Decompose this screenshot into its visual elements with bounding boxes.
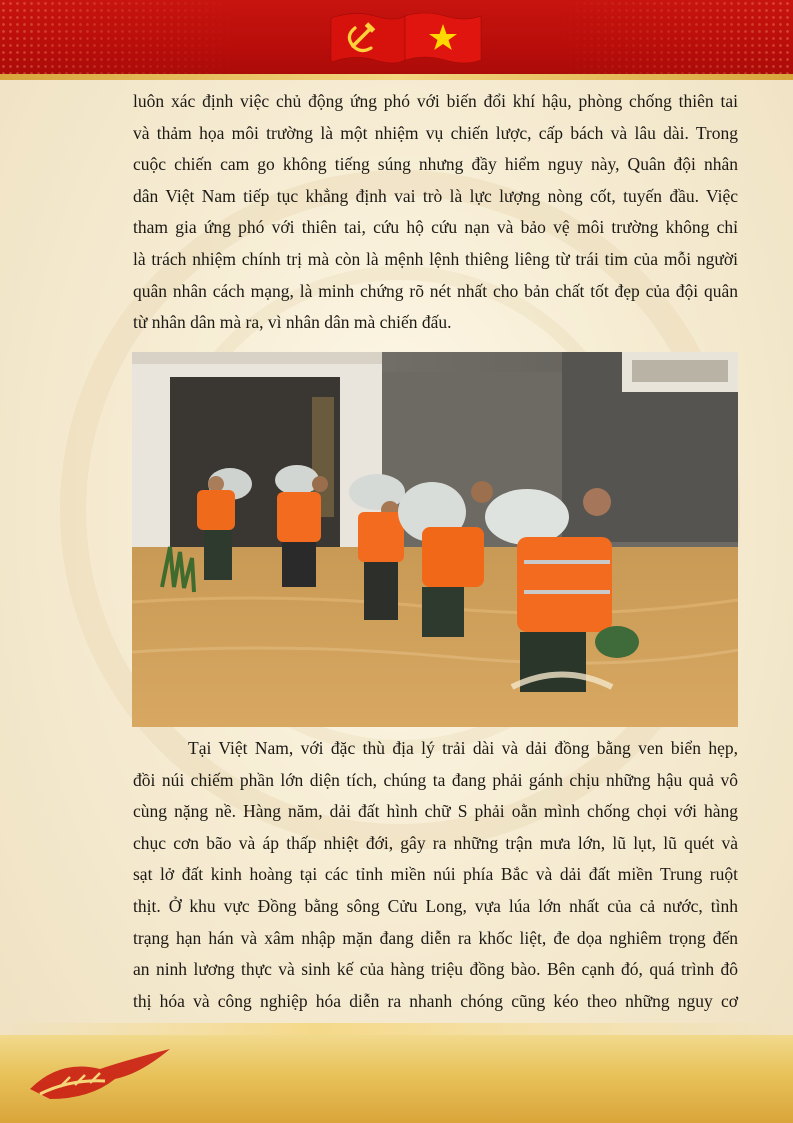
footer-decoration — [0, 1023, 793, 1123]
text-line: từ nhân dân mà ra, vì nhân dân mà chiến đấu. — [133, 312, 452, 333]
text-line: chục cơn bão và áp thấp nhiệt đới, gây ra những trận mưa lớn, lũ lụt, lũ quét và — [133, 832, 738, 853]
star-flag-icon — [405, 13, 481, 63]
text-line: dân Việt Nam tiếp tục khẳng định vai trò là lực lượng nòng cốt, tuyến đầu. Việc — [133, 185, 738, 206]
text-line: an ninh lương thực và sinh kế của hàng triệu đồng bào. Bên cạnh đó, quá trình đô — [133, 959, 738, 980]
text-line: thịt. Ở khu vực Đồng bằng sông Cửu Long, vựa lúa lớn nhất của cả nước, tình — [133, 895, 738, 916]
text-line: cuộc chiến cam go không tiếng súng nhưng đầy hiểm nguy này, Quân đội nhân — [133, 154, 738, 175]
text-line: luôn xác định việc chủ động ứng phó với biến đổi khí hậu, phòng chống thiên tai — [133, 91, 738, 111]
text-line: và thảm họa môi trường là một nhiệm vụ chiến lược, cấp bách và lâu dài. Trong — [133, 122, 738, 143]
text-line: thị hóa và công nghiệp hóa diễn ra nhanh chóng cũng kéo theo những nguy cơ — [133, 990, 738, 1011]
hammer-sickle-flag-icon — [331, 13, 405, 63]
lac-bird-icon — [20, 1029, 200, 1119]
header-pattern-left — [0, 0, 240, 74]
text-line: tham gia ứng phó với thiên tai, cứu hộ cứu nạn và bảo vệ môi trường không chỉ — [133, 217, 738, 238]
flood-rescue-photo — [132, 352, 738, 727]
text-line: sạt lở đất kinh hoàng tại các tỉnh miền núi phía Bắc và dải đất miền Trung ruột — [133, 864, 738, 885]
paragraph-vietnam-climate — [133, 733, 738, 1017]
text-line: Tại Việt Nam, với đặc thù địa lý trải dài và dải đồng bằng ven biển hẹp, — [188, 738, 738, 758]
text-line: là trách nhiệm chính trị mà còn là mệnh lệnh thiêng liêng từ trái tim của mỗi người — [133, 248, 738, 269]
text-line: quân nhân cách mạng, là minh chứng rõ nét nhất cho bản chất tốt đẹp của đội quân — [133, 280, 738, 301]
header-banner — [0, 0, 793, 80]
text-line: đồi núi chiếm phần lớn diện tích, chúng ta đang phải gánh chịu những hậu quả vô — [133, 769, 738, 790]
text-line: trạng hạn hán và xâm nhập mặn đang diễn ra khốc liệt, đe dọa nghiêm trọng đến — [133, 927, 738, 948]
flags-logo — [325, 8, 485, 72]
text-line: cùng nặng nề. Hàng năm, dải đất hình chữ S phải oằn mình chống chọi với hàng — [133, 801, 738, 822]
paragraph-continued — [133, 86, 738, 339]
header-pattern-right — [553, 0, 793, 74]
